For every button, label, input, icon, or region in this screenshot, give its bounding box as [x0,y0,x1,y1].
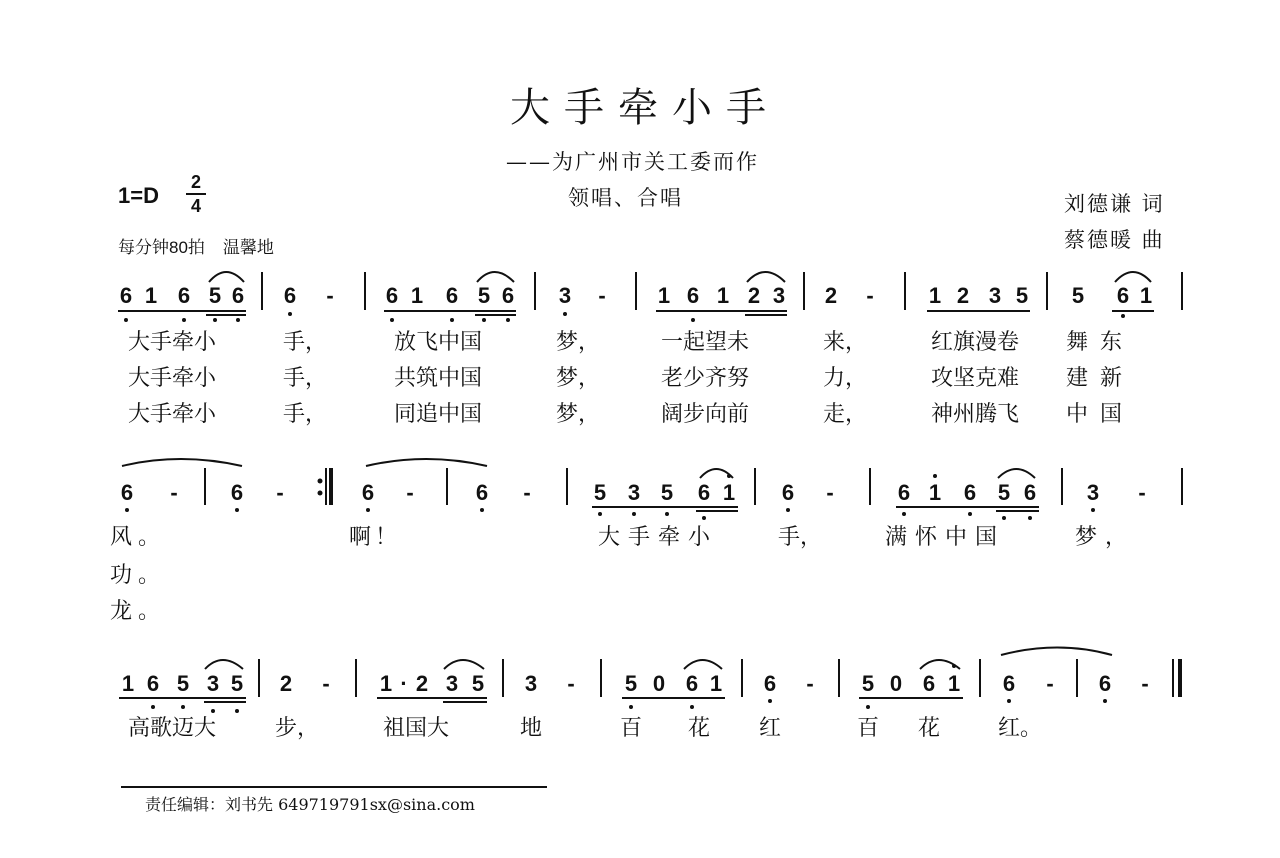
octave-dot [288,312,292,316]
dash: - [1138,480,1146,505]
song-subtitle: ——为广州市关工委而作 [506,150,759,174]
note: 3 [558,283,572,308]
lyric-phrase: 花 [917,716,941,741]
octave-dot [151,705,155,709]
dash: - [322,671,330,696]
repeat-dot [318,479,323,484]
note: 1 [144,283,158,308]
note: 0 [652,671,666,696]
note: 2 [824,283,838,308]
time-signature-bottom: 4 [190,196,201,216]
lyric-phrase: 梦， [555,330,601,355]
octave-dot [702,516,706,520]
slur [1115,272,1151,282]
slur [998,469,1035,478]
octave-dot [786,508,790,512]
note: 2 [279,671,293,696]
note: 5 [593,480,607,505]
note: 1 [928,283,942,308]
key-signature: 1=D [118,183,159,208]
lyric-phrase: 龙。 [109,599,167,624]
note: 3 [772,283,786,308]
note: 1 [716,283,730,308]
lyric-phrase: 祖国大 [382,716,450,741]
note: 3 [988,283,1002,308]
note: 6 [1023,480,1037,505]
note: 3 [1086,480,1100,505]
slur [747,272,785,282]
note: 3 [627,480,641,505]
lyric-phrase: 百 [856,716,880,741]
note: 5 [997,480,1011,505]
lyric-phrase: 手， [777,525,823,550]
octave-dot [665,512,669,516]
octave-dot [235,508,239,512]
octave-dot [236,318,240,322]
note: 1 [947,671,961,696]
lyric-phrase: 神州腾飞 [930,402,1020,427]
dash: - [276,480,284,505]
note: 6 [230,480,244,505]
lyric-phrase: 一起望未 [660,330,750,355]
note: 3 [524,671,538,696]
note: 0 [889,671,903,696]
lyric-phrase: 大手牵小 [127,330,217,355]
dash: - [170,480,178,505]
lyric-phrase: 大手牵小 [127,366,217,391]
octave-dot [125,508,129,512]
dash: - [1141,671,1149,696]
octave-dot [1121,314,1125,318]
note: 1 [121,671,135,696]
octave-dot [124,318,128,322]
note: 6 [177,283,191,308]
footer-divider [121,786,547,788]
octave-dot [690,705,694,709]
dash: - [866,283,874,308]
note: 6 [361,480,375,505]
octave-dot [598,512,602,516]
lyric-phrase: 梦， [555,366,601,391]
note: 5 [471,671,485,696]
note: 6 [697,480,711,505]
slur [444,660,484,669]
lyric-phrase: 步， [274,716,320,741]
note: 6 [231,283,245,308]
note: 6 [445,283,459,308]
octave-dot [1028,516,1032,520]
lyric-phrase: 建新 [1065,366,1135,391]
dash: - [567,671,575,696]
octave-dot [563,312,567,316]
dash: - [406,480,414,505]
octave-dot [366,508,370,512]
note: 2 [415,671,429,696]
slur [205,660,243,669]
lyric-phrase: 高歌迈大 [127,716,217,741]
note: 5 [861,671,875,696]
note: 6 [119,283,133,308]
octave-dot [181,705,185,709]
note: 6 [963,480,977,505]
note: 6 [1098,671,1112,696]
octave-dot [211,709,215,713]
note: 6 [1002,671,1016,696]
lyric-phrase: 红。 [997,716,1043,741]
lyric-phrase: 力， [822,366,868,391]
lyric-phrase: 风。 [109,525,167,550]
note: 6 [781,480,795,505]
repeat-dot [318,491,323,496]
lyric-phrase: 中国 [1065,402,1135,427]
tie [122,459,242,466]
slur [477,272,514,282]
note: 2 [956,283,970,308]
note: 6 [763,671,777,696]
note: 6 [283,283,297,308]
lyric-phrase: 花 [687,716,711,741]
note: 3 [445,671,459,696]
dash: - [806,671,814,696]
note: 5 [660,480,674,505]
lyric-phrase: 走， [822,402,868,427]
octave-dot [1091,508,1095,512]
note: 6 [897,480,911,505]
note: 3 [206,671,220,696]
note: 6 [685,671,699,696]
lyric-phrase: 红 [758,716,782,741]
lyric-phrase: 放飞中国 [393,330,483,355]
octave-dot [506,318,510,322]
lyric-phrase: 百 [619,716,643,741]
octave-dot [482,318,486,322]
note: 1 [722,480,736,505]
tie [1001,648,1112,656]
lyric-phrase: 功。 [109,563,167,588]
octave-dot [629,705,633,709]
octave-dot [1002,516,1006,520]
lyric-phrase: 手， [282,402,328,427]
footer-credit: 责任编辑：刘书先 649719791sx@sina.com [145,795,475,814]
dash: - [523,480,531,505]
lyric-phrase: 大手牵小 [127,402,217,427]
note: 6 [501,283,515,308]
performance-form: 领唱、合唱 [568,186,683,210]
note: 1 [1139,283,1153,308]
note: 1 [709,671,723,696]
dash: - [826,480,834,505]
slur [684,660,722,669]
note: 6 [385,283,399,308]
lyric-phrase: 梦， [555,402,601,427]
note: 1 [657,283,671,308]
lyric-phrase: 共筑中国 [393,366,483,391]
octave-dot [480,508,484,512]
composer-credit: 蔡德暖 曲 [1064,228,1165,252]
lyric-phrase: 手， [282,366,328,391]
octave-dot [691,318,695,322]
note: 5 [230,671,244,696]
note: 5 [208,283,222,308]
octave-dot [235,709,239,713]
song-title: 大手牵小手 [510,85,780,131]
octave-dot [968,512,972,516]
lyric-phrase: 大手牵小 [597,525,719,550]
dash: - [1046,671,1054,696]
lyric-phrase: 地 [519,716,543,741]
lyric-phrase: 同追中国 [393,402,483,427]
slur [209,272,244,282]
note: 6 [922,671,936,696]
lyric-phrase: 啊！ [348,525,402,550]
note: 1 [928,480,942,505]
lyric-phrase: 手， [282,330,328,355]
lyricist-credit: 刘德谦 词 [1064,192,1165,216]
note: 5 [1071,283,1085,308]
tempo-text: 每分钟80拍 [118,238,205,257]
note: 6 [120,480,134,505]
octave-dot [450,318,454,322]
note: 5 [1015,283,1029,308]
octave-dot [390,318,394,322]
dash: - [598,283,606,308]
tie [366,459,487,466]
note: 2 [747,283,761,308]
octave-dot [213,318,217,322]
octave-dot [1007,699,1011,703]
octave-dot [1103,699,1107,703]
note: 6 [146,671,160,696]
octave-dot [768,699,772,703]
expression-text: 温馨地 [222,238,274,257]
octave-dot [952,664,956,668]
octave-dot [632,512,636,516]
lyric-phrase: 梦， [1074,525,1136,550]
dash: - [326,283,334,308]
octave-dot [182,318,186,322]
note: 1 [379,671,393,696]
octave-dot [902,512,906,516]
note: 5 [176,671,190,696]
note: 6 [475,480,489,505]
octave-dot [933,474,937,478]
note: 5 [624,671,638,696]
octave-dot [727,474,731,478]
note: 6 [1116,283,1130,308]
time-signature-top: 2 [190,172,201,192]
lyric-phrase: 红旗漫卷 [930,330,1020,355]
lyric-phrase: 满怀中国 [884,525,1006,550]
lyric-phrase: 来， [822,330,868,355]
lyric-phrase: 老少齐努 [660,366,750,391]
note: 1 [410,283,424,308]
note: 6 [686,283,700,308]
note-dot: · [400,671,408,696]
lyric-phrase: 阔步向前 [660,402,750,427]
lyric-phrase: 攻坚克难 [930,366,1020,391]
octave-dot [866,705,870,709]
note: 5 [477,283,491,308]
lyric-phrase: 舞东 [1065,330,1135,355]
